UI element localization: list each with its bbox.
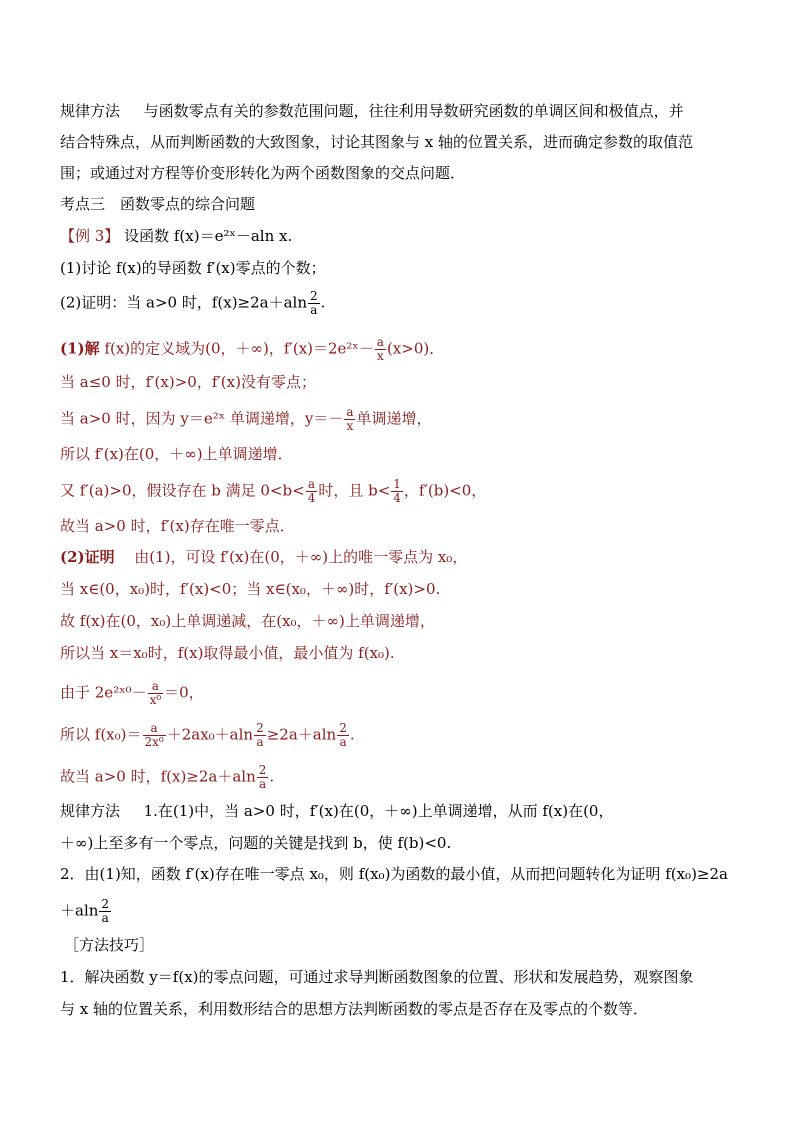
fraction: $\frac{a}{\text{x⁰}}$ (149, 679, 162, 707)
section-title: 考点三 函数零点的综合问题 (60, 195, 256, 213)
method2-line3: 2．由(1)知，函数 f′(x)存在唯一零点 x₀，则 f(x₀)为函数的最小值，从而把问题转化为证明 f(x₀)≥2a (60, 865, 728, 883)
solution-1-line5: 又 f′(a)>0，假设存在 b 满足 0<b< $\frac{a}{4}$ 时，且 b< $\frac{1}{4}$ ，f′(b)<0， (60, 477, 487, 505)
fraction: $\frac{2}{a}$ (339, 721, 347, 749)
question-2-text: (2)证明：当 a>0 时，f(x)≥2a＋aln (60, 293, 308, 312)
fraction: $\frac{2}{a}$ (256, 721, 264, 749)
fraction: $\frac{a}{x}$ (346, 405, 354, 433)
example-stem (60, 226, 740, 246)
fraction: $\frac{2}{a}$ (310, 289, 318, 317)
fraction: $\frac{a}{x}$ (376, 335, 384, 363)
method1-line1 (60, 101, 740, 121)
method1-label: 规律方法 (60, 102, 121, 120)
proof-line1: (2)证明 由(1)，可设 f′(x)在(0，＋∞)上的唯一零点为 x₀， (60, 548, 468, 566)
fraction: $\frac{a}{4}$ (307, 477, 316, 505)
method1-line2: 结合特殊点，从而判断函数的大致图象，讨论其图象与 x 轴的位置关系，进而确定参数的取值范 (60, 133, 693, 151)
solution-1-line4: 所以 f′(x)在(0，＋∞)上单调递增． (60, 445, 293, 463)
example-stem-text: 设函数 f(x)＝e²ˣ－aln x. (124, 227, 293, 245)
method2-line1: 规律方法 1.在(1)中，当 a>0 时，f′(x)在(0，＋∞)上单调递增，从而 f(x)在(0， (60, 802, 614, 820)
proof-line5: 由于 2e²ˣ⁰－ $\frac{a}{\text{x⁰}}$ ＝0， (60, 679, 204, 707)
solution-1-line1: (1)解 f(x)的定义域为(0，＋∞)，f′(x)＝2e²ˣ－ $\frac{a}{x}$ (x>0)． (60, 335, 445, 363)
solution-1-line3: 当 a>0 时，因为 y＝e²ˣ 单调递增，y＝－ $\frac{a}{x}$ 单调递增， (60, 405, 432, 433)
fraction: $\frac{a}{\text{2x⁰}}$ (144, 721, 164, 749)
fraction: $\frac{2}{a}$ (258, 763, 267, 791)
method1-line3: 围；或通过对方程等价变形转化为两个函数图象的交点问题． (60, 164, 466, 182)
proof-line6: 所以 f(x₀)＝ $\frac{a}{\text{2x⁰}}$ ＋2ax₀＋aln $\frac{2}{a}$ ≥2a＋aln $\frac{2}{a}$ . (60, 721, 355, 749)
tips-line1: 1．解决函数 y＝f(x)的零点问题，可通过求导判断函数图象的位置、形状和发展趋势，观察图象 (60, 968, 694, 986)
method2-line2: ＋∞)上至多有一个零点，问题的关键是找到 b，使 f(b)<0. (60, 834, 452, 852)
question-1: (1)讨论 f(x)的导函数 f′(x)零点的个数； (60, 259, 326, 277)
proof-line3: 故 f(x)在(0，x₀)上单调递减，在(x₀，＋∞)上单调递增， (60, 612, 435, 630)
fraction: $\frac{1}{4}$ (393, 477, 401, 505)
proof-line7: 故当 a>0 时，f(x)≥2a＋aln $\frac{2}{a}$ . (60, 763, 275, 791)
solution-1-label: (1)解 (60, 339, 100, 358)
proof-label: (2)证明 (60, 548, 115, 566)
method1-text1: 与函数零点有关的参数范围问题，往往利用导数研究函数的单调区间和极值点，并 (143, 102, 684, 120)
question-2: (2)证明：当 a>0 时，f(x)≥2a＋aln $\frac{2}{a}$ . (60, 289, 326, 317)
method2-line4: ＋aln $\frac{2}{a}$ (60, 897, 110, 925)
proof-line2: 当 x∈(0，x₀)时，f′(x)<0；当 x∈(x₀，＋∞)时，f′(x)>0. (60, 580, 441, 598)
method2-label: 规律方法 (60, 802, 121, 820)
tips-title: ［方法技巧］ (64, 936, 155, 954)
solution-1-line2: 当 a≤0 时，f′(x)>0，f′(x)没有零点； (60, 373, 316, 391)
proof-line4: 所以当 x＝x₀时，f(x)取得最小值，最小值为 f(x₀). (60, 644, 395, 662)
solution-1-line6: 故当 a>0 时，f′(x)存在唯一零点． (60, 517, 295, 535)
tips-line2: 与 x 轴的位置关系，利用数形结合的思想方法判断函数的零点是否存在及零点的个数等． (60, 1000, 648, 1018)
fraction: $\frac{2}{a}$ (101, 897, 110, 925)
example-tag: 【例 3】 (60, 227, 120, 245)
